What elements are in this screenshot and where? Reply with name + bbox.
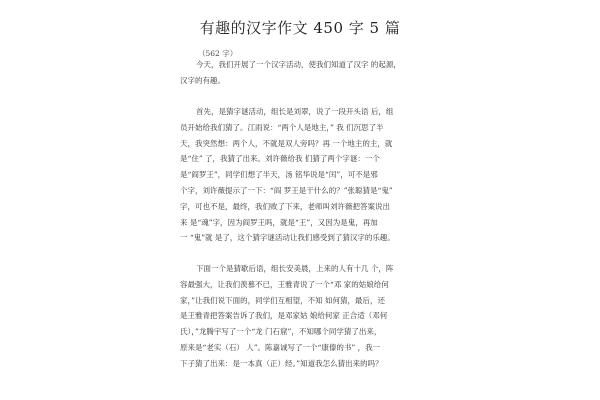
paragraph-line: 来 是“魂”字，因为阎罗王吗，就是“王”，又因为是鬼，再加 xyxy=(180,217,378,227)
word-count: （562 字） xyxy=(198,49,238,58)
paragraph-2 xyxy=(180,104,416,246)
paragraph-line: 原来是“老实（石） 人”。陈嘉诚写了一个“康傣的书” ，我一 xyxy=(180,342,381,352)
paragraph-line: 首先，是猜字谜活动，组长是刘翠，说了一段开头语 后，组 xyxy=(196,107,394,116)
paragraph-line: 个字，刘许薇提示了一下：“阎 罗王是干什么的？”张聪猜是“鬼” xyxy=(180,185,393,195)
paragraph-line: 员开始给我们猜了。江雨说：“两个人是地主，” 我 们沉思了半 xyxy=(180,122,384,132)
paragraph-line: 家，”让我们说下面的，同学们互相望，不知 如何猜，最后，还 xyxy=(180,295,385,305)
paragraph-line: 一 “鬼”就 是了，这个猜字谜活动让我们感受到了猜汉字的乐趣。 xyxy=(180,233,395,243)
paragraph-line: 字，可也不是，最终，我们败了下来，老师叫刘许薇把答案说出 xyxy=(180,201,390,211)
paragraph-line: 是“阎罗王”，同学们想了半天，汤 铭华说是“闰”，可不是邪 xyxy=(180,170,378,180)
paragraph-line: 下面一个是猜歇后语，组长安美晨，上来的人有十几 个，阵 xyxy=(196,264,394,273)
paragraph-line: 容最强大，让我们羡慕不已，王雅青说了一个“邓 家的姑娘给何 xyxy=(180,279,389,289)
paragraph-1 xyxy=(180,57,416,89)
paragraph-line: 天，我突然想：两个人，不就是双人旁吗？再 一个地主的主，就 xyxy=(180,138,393,148)
paragraph-line: 氏），”龙腾宇写了一个“龙 门石窟”，不知哪个同学猜了出来， xyxy=(180,327,382,337)
paragraph-line: 下子猜了出来：是一本真（正）经。”知道我怎么猜出来的吗？ xyxy=(180,358,383,368)
paragraph-line: 今天，我们开展了一个汉字活动，使我们知道了汉字 的起源， xyxy=(196,60,401,69)
paragraph-line: 是王雅青把答案告诉了我们，是邓家姑 娘给何家 正合适（邓何 xyxy=(180,311,388,321)
paragraph-3 xyxy=(180,261,416,372)
paragraph-line: 汉字的有趣。 xyxy=(180,75,225,85)
paragraph-line: 是“住” 了，我猜了出来。刘许薇给我 们猜了两个字谜：一个 xyxy=(180,154,380,164)
document-title: 有趣的汉字作文 450 字 5 篇 xyxy=(199,19,401,37)
